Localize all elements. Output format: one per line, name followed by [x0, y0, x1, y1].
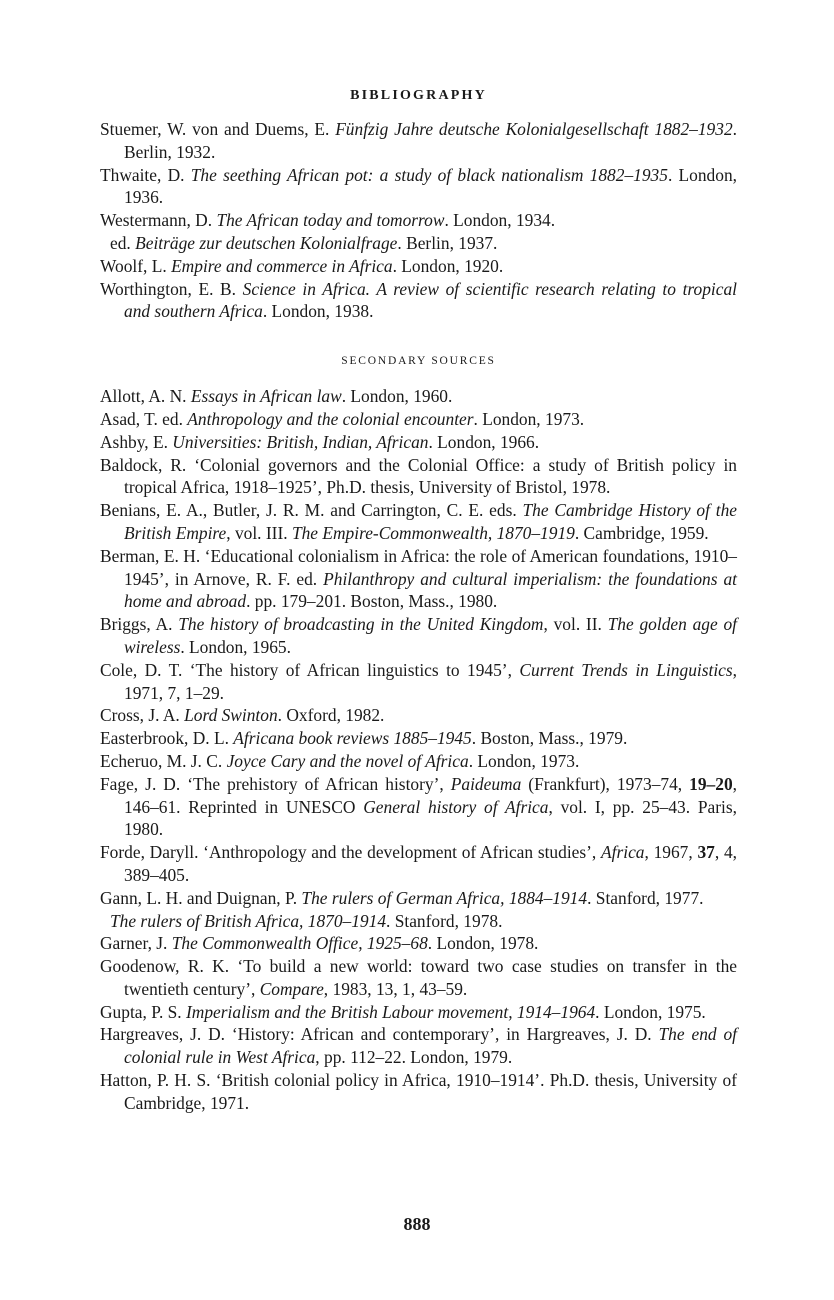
entry-text: . London, 1973.	[473, 408, 585, 429]
entry-text: . London, 1965.	[180, 636, 291, 657]
secondary-sources-list	[100, 385, 737, 1115]
entry-text: Woolf, L.	[100, 255, 172, 276]
bibliography-entry	[100, 773, 737, 841]
document-page	[100, 84, 737, 1115]
entry-title: Beiträge zur deutschen Kolonialfrage	[135, 232, 398, 253]
entry-text: , vol. I, pp. 25–43. Paris, 1980.	[124, 796, 737, 840]
entry-text: . Cambridge, 1959.	[574, 522, 709, 543]
entry-text: Benians, E. A., Butler, J. R. M. and Carrington, C. E. eds.	[100, 500, 523, 521]
entry-title: General history of Africa	[363, 796, 549, 817]
entry-text: Forde, Daryll. ‘Anthropology and the development of African studies’,	[100, 842, 602, 863]
entry-title: The Cambridge History of the British Empire	[124, 500, 737, 543]
primary-bibliography-list	[100, 118, 737, 323]
entry-volume: 19–20	[689, 773, 733, 794]
entry-title: The seething African pot: a study of black nationalism 1882–1935	[190, 164, 668, 185]
entry-text: , 1983, 13, 1, 43–59.	[323, 978, 468, 999]
entry-text: Hargreaves, J. D. ‘History: African and contemporary’, in Hargreaves, J. D.	[100, 1024, 659, 1045]
bibliography-entry	[100, 910, 737, 933]
entry-text: . London, 1934.	[444, 210, 556, 231]
entry-title: The Commonwealth Office, 1925–68	[171, 933, 428, 954]
entry-text: . Berlin, 1937.	[397, 232, 498, 253]
entry-text: Gann, L. H. and Duignan, P.	[100, 887, 302, 908]
entry-text: , pp. 112–22. London, 1979.	[315, 1047, 513, 1068]
entry-text: , 1967,	[644, 842, 698, 863]
entry-text: . London, 1936.	[124, 164, 737, 208]
entry-text: Berman, E. H. ‘Educational colonialism in Africa: the role of American foundations, 1910–1945’, in Arnove, R. F. ed.	[100, 545, 737, 589]
entry-title: Science in Africa. A review of scientific research relating to tropical and southern Africa	[124, 278, 737, 322]
entry-text: Fage, J. D. ‘The prehistory of African history’,	[100, 773, 451, 794]
entry-text: . London, 1960.	[341, 386, 453, 407]
bibliography-entry	[100, 1069, 737, 1115]
bibliography-entry	[100, 955, 737, 1001]
entry-text: Echeruo, M. J. C.	[100, 750, 227, 771]
entry-text: . Berlin, 1932.	[124, 119, 738, 162]
entry-text: . London, 1978.	[427, 933, 539, 954]
entry-text: . London, 1966.	[428, 431, 540, 452]
entry-text: Goodenow, R. K. ‘To build a new world: toward two case studies on transfer in the twentieth century’,	[100, 956, 737, 999]
entry-title: Africa	[601, 842, 645, 863]
entry-text: Baldock, R. ‘Colonial governors and the Colonial Office: a study of British policy in tropical Africa, 1918–1925’, Ph.D. thesis, University of Bristol, 1978.	[100, 454, 737, 498]
entry-title: The rulers of British Africa, 1870–1914	[110, 910, 387, 931]
bibliography-entry	[100, 232, 737, 255]
entry-text: . Oxford, 1982.	[277, 705, 385, 726]
bibliography-entry	[100, 499, 737, 545]
entry-title: Current Trends in Linguistics	[519, 659, 733, 680]
entry-title: The golden age of wireless	[124, 614, 737, 657]
entry-text: . Stanford, 1977.	[587, 887, 704, 908]
entry-text: . London, 1920.	[392, 255, 504, 276]
entry-title: Fünfzig Jahre deutsche Kolonialgesellschaft 1882–1932	[335, 119, 733, 139]
entry-title: The African today and tomorrow	[216, 210, 445, 231]
bibliography-entry	[100, 841, 737, 887]
bibliography-entry	[100, 209, 737, 232]
bibliography-entry	[100, 704, 737, 727]
entry-title: Universities: British, Indian, African	[172, 431, 429, 452]
entry-text: Cole, D. T. ‘The history of African linguistics to 1945’,	[100, 659, 520, 680]
entry-text: Thwaite, D.	[100, 164, 191, 185]
entry-text: , 1971, 7, 1–29.	[124, 659, 737, 703]
entry-title: The Empire-Commonwealth, 1870–1919	[291, 522, 575, 543]
bibliography-entry	[100, 431, 737, 454]
entry-text: Westermann, D.	[100, 210, 217, 231]
page-number: 888	[403, 1214, 431, 1234]
bibliography-entry	[100, 887, 737, 910]
entry-text: , 146–61. Reprinted in UNESCO	[124, 773, 737, 817]
bibliography-entry	[100, 1001, 737, 1024]
entry-volume: 37	[697, 842, 715, 863]
bibliography-entry	[100, 613, 737, 659]
entry-text: ed.	[110, 232, 136, 253]
running-head: BIBLIOGRAPHY	[350, 88, 487, 103]
entry-title: Anthropology and the colonial encounter	[187, 408, 474, 429]
entry-text: . Stanford, 1978.	[386, 910, 503, 931]
entry-text: Worthington, E. B.	[100, 278, 243, 299]
entry-text: (Frankfurt), 1973–74,	[521, 773, 690, 794]
section-heading-secondary-sources: SECONDARY SOURCES	[341, 355, 496, 368]
bibliography-entry	[100, 408, 737, 431]
entry-text: Briggs, A.	[100, 614, 179, 635]
entry-title: Paideuma	[450, 773, 522, 794]
entry-title: The end of colonial rule in West Africa	[124, 1024, 737, 1068]
bibliography-entry	[100, 659, 737, 705]
entry-text: Asad, T. ed.	[100, 408, 188, 429]
bibliography-entry	[100, 255, 737, 278]
entry-text: Easterbrook, D. L.	[100, 728, 234, 749]
bibliography-entry	[100, 750, 737, 773]
entry-text: . pp. 179–201. Boston, Mass., 1980.	[246, 591, 498, 612]
bibliography-entry	[100, 1023, 737, 1069]
entry-title: The rulers of German Africa, 1884–1914	[301, 887, 588, 908]
entry-text: . Boston, Mass., 1979.	[471, 728, 628, 749]
entry-title: Imperialism and the British Labour movement, 1914–1964	[186, 1001, 596, 1022]
entry-title: Compare	[259, 978, 324, 999]
entry-text: Gupta, P. S.	[100, 1001, 187, 1022]
entry-text: Garner, J.	[100, 933, 172, 954]
entry-text: . London, 1938.	[262, 301, 374, 322]
entry-text: Allott, A. N.	[100, 386, 191, 407]
bibliography-entry	[100, 454, 737, 500]
entry-text: , vol. II.	[543, 614, 608, 635]
entry-title: The history of broadcasting in the United Kingdom	[178, 614, 544, 635]
entry-text: . London, 1975.	[595, 1001, 706, 1022]
entry-title: Africana book reviews 1885–1945	[233, 728, 472, 749]
bibliography-entry	[100, 545, 737, 613]
bibliography-entry	[100, 932, 737, 955]
entry-text: , vol. III.	[226, 522, 292, 543]
bibliography-entry	[100, 727, 737, 750]
entry-text: Ashby, E.	[100, 431, 173, 452]
entry-title: Empire and commerce in Africa	[171, 255, 393, 276]
entry-title: Philanthropy and cultural imperialism: the foundations at home and abroad	[124, 568, 737, 612]
bibliography-entry	[100, 385, 737, 408]
entry-title: Lord Swinton	[184, 705, 278, 726]
bibliography-entry	[100, 278, 737, 324]
entry-text: , 4, 389–405.	[124, 842, 737, 885]
bibliography-entry	[100, 164, 737, 210]
entry-text: . London, 1973.	[468, 750, 580, 771]
entry-title: Essays in African law	[190, 386, 342, 407]
entry-title: Joyce Cary and the novel of Africa	[226, 750, 469, 771]
entry-text: Hatton, P. H. S. ‘British colonial policy in Africa, 1910–1914’. Ph.D. thesis, University of Cambridge, 1971.	[100, 1070, 737, 1113]
entry-text: Cross, J. A.	[100, 705, 185, 726]
entry-text: Stuemer, W. von and Duems, E.	[100, 119, 336, 139]
bibliography-entry	[100, 118, 737, 164]
